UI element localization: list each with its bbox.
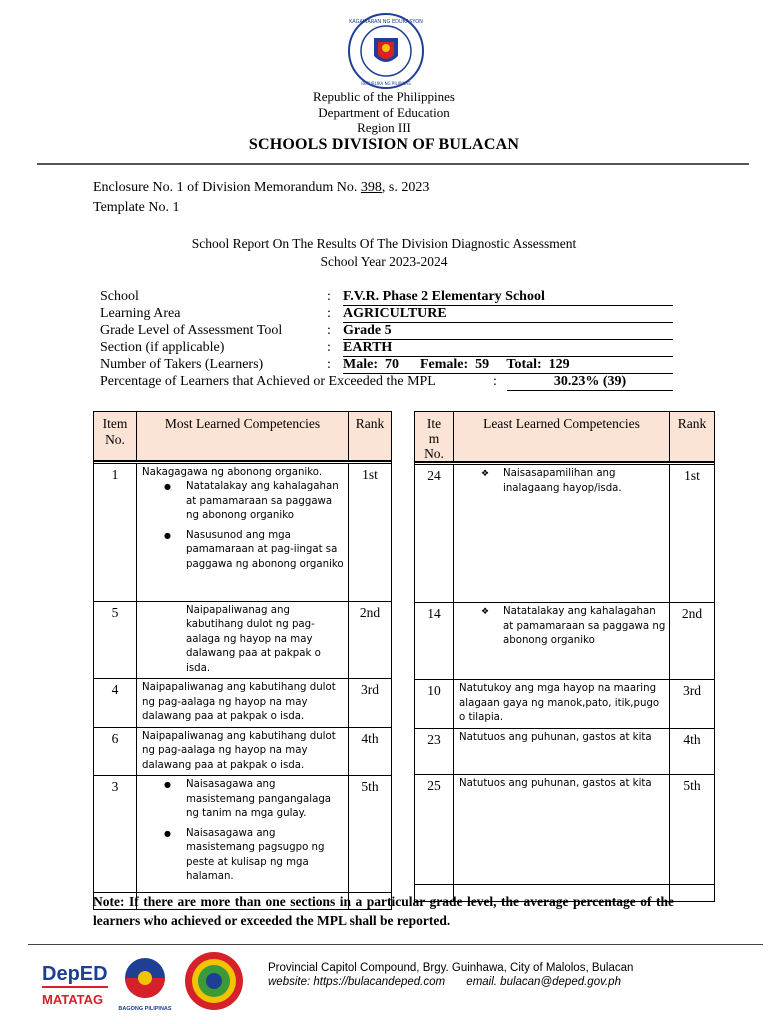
item-number: 10: [415, 680, 454, 729]
rank: 4th: [349, 727, 392, 776]
competency-bullet: ● Natatalakay ang kahalagahan at pamamaraan sa paggawa ng abonong organiko: [142, 480, 345, 524]
colon: :: [327, 289, 331, 304]
header-republic: Republic of the Philippines: [313, 89, 455, 104]
least-header-rank: Rank: [670, 412, 715, 463]
competency-bullet: ❖ Naisasapamilihan ang inalagaang hayop/isda.: [459, 467, 666, 496]
item-number: 3: [94, 776, 137, 893]
competency-cell: [137, 463, 349, 601]
competency-cell: [454, 603, 670, 680]
most-learned-table: [93, 411, 392, 910]
competency-cell: [454, 774, 670, 884]
info-block: [100, 289, 700, 389]
rank: 5th: [670, 774, 715, 884]
deped-seal-logo: [347, 12, 425, 90]
competency-bullet: ● Naisasagawa ang masistemang pangangalaga ng tanim na mga gulay.: [142, 778, 345, 822]
competency-bullet: ❖ Natatalakay ang kahalagahan at pamamaraan sa paggawa ng abonong organiko: [459, 605, 666, 649]
item-number: 5: [94, 601, 137, 679]
takers-label: Number of Takers (Learners): [100, 357, 264, 372]
school-label: School: [100, 289, 139, 304]
rank: 4th: [670, 728, 715, 774]
table-row: [415, 774, 715, 884]
colon: :: [327, 340, 331, 355]
footer-address: Provincial Capitol Compound, Brgy. Guinhawa, City of Malolos, Bulacan: [268, 962, 634, 974]
note-text: Note: If there are more than one sections in a particular grade level, the average percentage of the learners who achieved or exceeded the MPL shall be reported.: [93, 894, 674, 928]
header-division: SCHOOLS DIVISION OF BULACAN: [248, 136, 520, 153]
table-row: [94, 776, 392, 893]
sdo-bulacan-seal-logo: [184, 951, 244, 1011]
enclosure-line: [93, 180, 429, 196]
grade-label: Grade Level of Assessment Tool: [100, 323, 283, 338]
competency-cell: [454, 680, 670, 729]
header-region: Region III: [357, 120, 411, 135]
table-row: [94, 679, 392, 728]
footer-email: email. bulacan@deped.gov.ph: [466, 976, 621, 988]
competency-text: Natutukoy ang mga hayop na maaring alagaan gaya ng manok,pato, itik,pugo o tilapia.: [459, 683, 660, 723]
template-number: Template No. 1: [93, 200, 180, 215]
header-department: Department of Education: [318, 105, 450, 120]
rank: 2nd: [670, 603, 715, 680]
competency-text: Naipapaliwanag ang kabutihang dulot ng pag-aalaga ng hayop na may dalawang paa at pakpak o isda.: [186, 604, 321, 674]
memo-number: 398: [360, 180, 382, 195]
item-number: 6: [94, 727, 137, 776]
footer-contact: [268, 975, 621, 989]
rank: 2nd: [349, 601, 392, 679]
least-header-competencies: Least Learned Competencies: [454, 412, 670, 463]
most-header-item: Item No.: [94, 412, 137, 461]
item-number: 25: [415, 774, 454, 884]
footer-website: website: https://bulacandeped.com: [268, 976, 446, 988]
item-number: 23: [415, 728, 454, 774]
item-number: 4: [94, 679, 137, 728]
deped-wordmark: DepED: [42, 963, 108, 985]
competency-text: Nakagagawa ng abonong organiko.: [142, 466, 323, 478]
competency-cell: [137, 727, 349, 776]
item-number: 24: [415, 465, 454, 603]
area-label: Learning Area: [100, 306, 181, 321]
most-header-competencies: Most Learned Competencies: [137, 412, 349, 461]
competency-text: Natutuos ang puhunan, gastos at kita: [459, 777, 652, 789]
competency-cell: [454, 728, 670, 774]
table-row: [94, 463, 392, 601]
footer-rule: [28, 944, 763, 945]
mpl-value: 30.23% (39): [507, 374, 673, 391]
item-number: 1: [94, 463, 137, 601]
seal-subtext: REPUBLIKA NG PILIPINAS: [361, 81, 411, 86]
table-row: [415, 728, 715, 774]
competency-cell: [137, 601, 349, 679]
item-number: 14: [415, 603, 454, 680]
bagong-wordmark: BAGONG PILIPINAS: [118, 1006, 172, 1012]
colon: :: [327, 323, 331, 338]
most-header-rank: Rank: [349, 412, 392, 461]
table-row: [415, 680, 715, 729]
report-title: School Report On The Results Of The Division Diagnostic Assessment: [191, 236, 577, 251]
rank: 1st: [349, 463, 392, 601]
competency-cell: [137, 776, 349, 893]
area-value: AGRICULTURE: [343, 306, 673, 323]
competency-cell: [454, 465, 670, 603]
rank: 3rd: [670, 680, 715, 729]
competency-bullet: ● Nasusunod ang mga pamamaraan at pag-iingat sa paggawa ng abonong organiko: [142, 529, 345, 573]
least-header-item-label: Item No.: [424, 416, 444, 461]
colon: :: [493, 374, 497, 389]
competency-text: Naipapaliwanag ang kabutihang dulot ng pag-aalaga ng hayop na may dalawang paa at pakpak o isda.: [142, 682, 336, 722]
deped-matatag-logo: [40, 954, 110, 1014]
table-row: [94, 601, 392, 679]
section-label: Section (if applicable): [100, 340, 225, 355]
section-value: EARTH: [343, 340, 673, 357]
table-row: [94, 727, 392, 776]
least-header-item: [415, 412, 454, 463]
grade-value: Grade 5: [343, 323, 673, 340]
rank: 1st: [670, 465, 715, 603]
enclosure-prefix: Enclosure No. 1 of Division Memorandum No.: [93, 180, 361, 195]
rank: 5th: [349, 776, 392, 893]
school-year: School Year 2023-2024: [320, 254, 448, 269]
competency-bullet: ● Naisasagawa ang masistemang pagsugpo ng peste at kulisap ng mga halaman.: [142, 827, 345, 885]
takers-value: Male: 70 Female: 59 Total: 129: [343, 357, 673, 374]
rank: 3rd: [349, 679, 392, 728]
mpl-label: Percentage of Learners that Achieved or Exceeded the MPL: [100, 374, 436, 389]
matatag-wordmark: MATATAG: [42, 992, 104, 1007]
colon: :: [327, 357, 331, 372]
seal-text: KAGAWARAN NG EDUKASYON: [349, 19, 423, 25]
competency-cell: [137, 679, 349, 728]
header-rule: [37, 163, 749, 165]
competency-text: Naipapaliwanag ang kabutihang dulot ng pag-aalaga ng hayop na may dalawang paa at pakpak o isda.: [142, 730, 336, 771]
competency-text: Natutuos ang puhunan, gastos at kita: [459, 731, 652, 743]
table-row: [415, 465, 715, 603]
least-learned-table: [414, 411, 715, 902]
school-value: F.V.R. Phase 2 Elementary School: [343, 289, 673, 306]
table-row: [415, 603, 715, 680]
bagong-pilipinas-logo: [114, 952, 176, 1014]
colon: :: [327, 306, 331, 321]
enclosure-suffix: , s. 2023: [381, 180, 430, 195]
